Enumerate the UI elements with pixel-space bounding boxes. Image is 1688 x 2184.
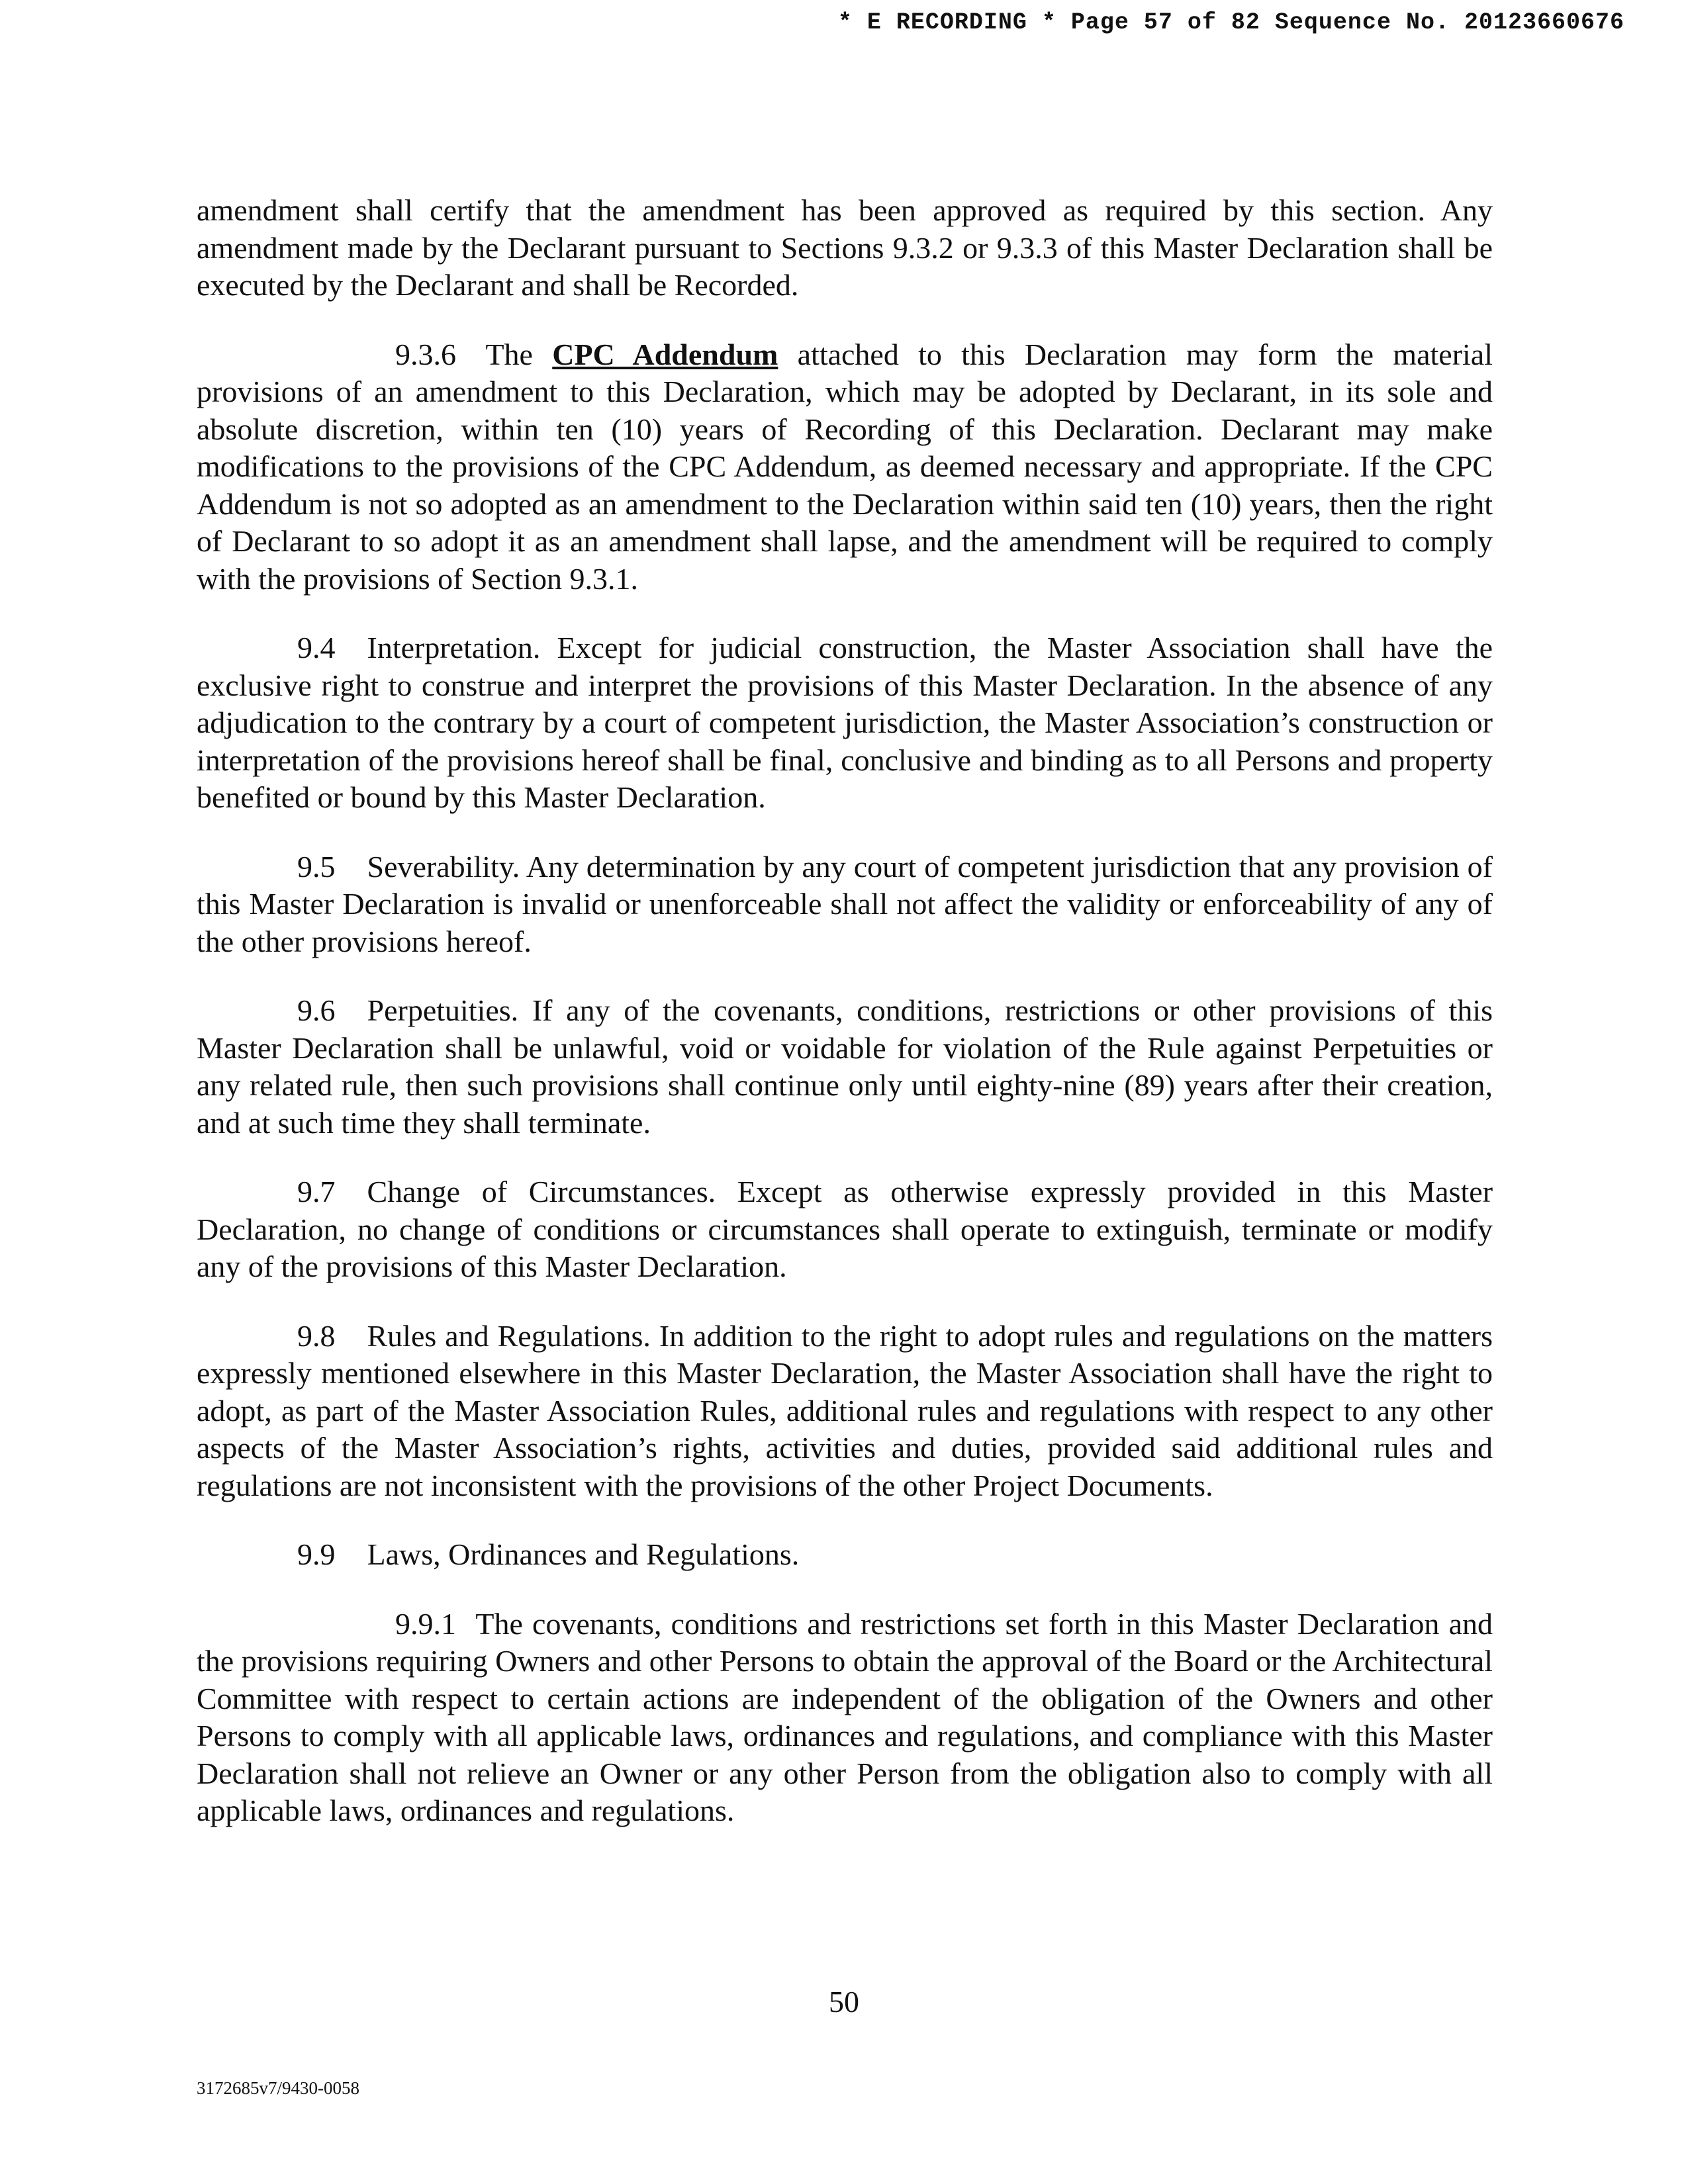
- paragraph-text: amendment shall certify that the amendment has been approved as required by this section. Any amendment made by the Declarant pursuant to Sections 9.3.2 or 9.3.3 of this Master Declaration shall be executed by the Declarant and shall be Recorded.: [197, 193, 1493, 302]
- paragraph-9-9: [197, 1536, 1493, 1574]
- paragraph-9-6: [197, 992, 1493, 1142]
- paragraph-9-9-1: [197, 1606, 1493, 1830]
- section-number: 9.3.6: [395, 337, 456, 371]
- section-heading: Change of Circumstances.: [367, 1175, 716, 1208]
- section-number: 9.9: [297, 1537, 336, 1571]
- paragraph-9-7: [197, 1173, 1493, 1286]
- section-heading: Interpretation.: [367, 631, 541, 664]
- section-number: 9.9.1: [395, 1606, 456, 1641]
- section-heading: Perpetuities.: [367, 993, 519, 1027]
- section-number: 9.6: [297, 993, 336, 1027]
- paragraph-9-5: [197, 848, 1493, 961]
- paragraph-text: The covenants, conditions and restrictions set forth in this Master Declaration and the provisions requiring Owners and other Persons to obtain the approval of the Board or the Architectural Committee with respect to certain actions are independent of the obligation of the Owners and other Persons to comply with all applicable laws, ordinances and regulations, and compliance with this Master Declaration shall not relieve an Owner or any other Person from the obligation also to comply with all applicable laws, ordinances and regulations.: [197, 1606, 1493, 1827]
- paragraph-text: In addition to the right to adopt rules and regulations on the matters expressly mentioned elsewhere in this Master Declaration, the Master Association shall have the right to adopt, as part of the Master Association Rules, additional rules and regulations with respect to any other aspects of the Master Association’s rights, activities and duties, provided said additional rules and regulations are not inconsistent with the provisions of the other Project Documents.: [197, 1318, 1493, 1502]
- section-heading: Rules and Regulations.: [367, 1318, 651, 1353]
- section-number: 9.7: [297, 1175, 336, 1208]
- paragraph-text: Except for judicial construction, the Master Association shall have the exclusive right to construe and interpret the provisions of this Master Declaration. In the absence of any adjudication to the contrary by a court of competent jurisdiction, the Master Association’s construction or interpretation of the provisions hereof shall be final, conclusive and binding as to all Persons and property benefited or bound by this Master Declaration.: [197, 631, 1493, 814]
- paragraph-9-8: [197, 1318, 1493, 1505]
- paragraph-text: Any determination by any court of competent jurisdiction that any provision of this Master Declaration is invalid or unenforceable shall not affect the validity or enforceability of any of the other provisions hereof.: [197, 849, 1493, 958]
- page-number: 50: [829, 1985, 859, 2019]
- section-number: 9.4: [297, 631, 336, 664]
- section-heading: Laws, Ordinances and Regulations.: [367, 1537, 800, 1571]
- paragraph-9-4: [197, 629, 1493, 817]
- section-number: 9.8: [297, 1318, 336, 1353]
- paragraph-text: attached to this Declaration may form the material provisions of an amendment to this Declaration, which may be adopted by Declarant, in its sole and absolute discretion, within ten (10) years of Recording of this Declaration. Declarant may make modifications to the provisions of the CPC Addendum, as deemed necessary and appropriate. If the CPC Addendum is not so adopted as an amendment to the Declaration within said ten (10) years, then the right of Declarant to so adopt it as an amendment shall lapse, and the amendment will be required to comply with the provisions of Section 9.3.1.: [197, 337, 1493, 596]
- document-body: [197, 192, 1493, 1862]
- section-heading: Severability.: [367, 849, 520, 884]
- paragraph-amendment-continuation: [197, 192, 1493, 304]
- section-number: 9.5: [297, 849, 336, 884]
- paragraph-text: If any of the covenants, conditions, restrictions or other provisions of this Master Declaration shall be unlawful, void or voidable for violation of the Rule against Perpetuities or any related rule, then such provisions shall continue only until eighty-nine (89) years after their creation, and at such time they shall terminate.: [197, 993, 1493, 1140]
- recording-header: * E RECORDING * Page 57 of 82 Sequence No. 20123660676: [837, 9, 1624, 36]
- paragraph-lead: The: [485, 337, 533, 371]
- cpc-addendum-term: CPC Addendum: [552, 337, 778, 371]
- paragraph-text: Except as otherwise expressly provided in this Master Declaration, no change of conditions or circumstances shall operate to extinguish, terminate or modify any of the provisions of this Master Declaration.: [197, 1175, 1493, 1283]
- document-id: 3172685v7/9430-0058: [197, 2078, 359, 2098]
- paragraph-9-3-6: [197, 336, 1493, 598]
